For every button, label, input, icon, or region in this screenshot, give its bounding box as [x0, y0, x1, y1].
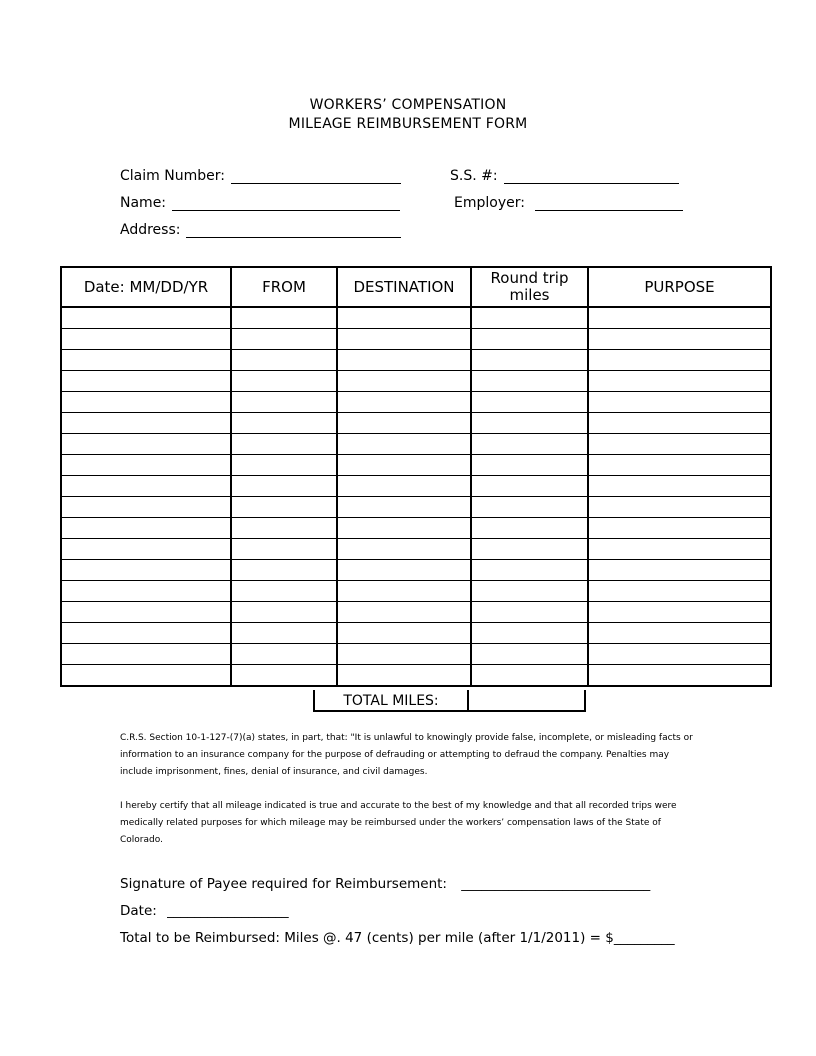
employer-field	[454, 195, 683, 211]
statute-notice: C.R.S. Section 10-1-127-(7)(a) states, in part, that: "It is unlawful to knowingly provide false, incomplete, or misleading facts or information to an insurance company for the purpose of defrauding or attempting to defraud the company. Penalties may include imprisonment, fines, denial of insurance, and civil damages.	[120, 733, 693, 777]
table-cell[interactable]	[61, 602, 231, 623]
table-cell[interactable]	[588, 581, 771, 602]
table-cell[interactable]	[471, 497, 588, 518]
table-cell[interactable]	[231, 392, 337, 413]
table-row	[61, 665, 771, 687]
table-cell[interactable]	[61, 665, 231, 687]
table-cell[interactable]	[337, 497, 471, 518]
table-cell[interactable]	[471, 476, 588, 497]
table-cell[interactable]	[231, 307, 337, 329]
header-date: Date: MM/DD/YR	[61, 267, 231, 307]
table-row	[61, 581, 771, 602]
employer-label: Employer:	[454, 195, 525, 211]
table-cell[interactable]	[231, 329, 337, 350]
employer-input-line[interactable]	[535, 196, 683, 211]
table-cell[interactable]	[337, 518, 471, 539]
total-miles-label: TOTAL MILES:	[313, 690, 469, 712]
table-cell[interactable]	[471, 644, 588, 665]
form-title-line2: MILEAGE REIMBURSEMENT FORM	[288, 116, 528, 132]
table-cell[interactable]	[231, 413, 337, 434]
table-cell[interactable]	[588, 413, 771, 434]
table-row	[61, 434, 771, 455]
table-cell[interactable]	[471, 518, 588, 539]
table-cell[interactable]	[471, 665, 588, 687]
table-cell[interactable]	[588, 560, 771, 581]
table-cell[interactable]	[471, 581, 588, 602]
address-label: Address:	[120, 222, 181, 238]
table-cell[interactable]	[588, 434, 771, 455]
claim-number-input-line[interactable]	[231, 169, 401, 184]
table-row	[61, 307, 771, 329]
form-title-line1: WORKERS’ COMPENSATION	[309, 97, 507, 113]
table-cell[interactable]	[337, 539, 471, 560]
table-cell[interactable]	[471, 434, 588, 455]
table-row	[61, 518, 771, 539]
table-cell[interactable]	[61, 539, 231, 560]
name-input-line[interactable]	[172, 196, 400, 211]
table-cell[interactable]	[588, 455, 771, 476]
table-cell[interactable]	[231, 644, 337, 665]
table-cell[interactable]	[61, 476, 231, 497]
header-round-trip-miles: Round trip miles	[471, 267, 588, 307]
table-cell[interactable]	[337, 371, 471, 392]
header-from: FROM	[231, 267, 337, 307]
ss-field	[450, 168, 679, 184]
table-cell[interactable]	[588, 329, 771, 350]
table-cell[interactable]	[471, 560, 588, 581]
table-body	[61, 307, 771, 686]
table-cell[interactable]	[61, 623, 231, 644]
table-cell[interactable]	[61, 455, 231, 476]
signature-label: Signature of Payee required for Reimbursement:	[120, 876, 447, 892]
table-cell[interactable]	[61, 497, 231, 518]
table-row	[61, 476, 771, 497]
table-cell[interactable]	[231, 350, 337, 371]
table-cell[interactable]	[588, 307, 771, 329]
table-cell[interactable]	[588, 371, 771, 392]
total-miles-cell[interactable]	[469, 690, 586, 712]
table-cell[interactable]	[588, 518, 771, 539]
ss-label: S.S. #:	[450, 168, 498, 184]
table-row	[61, 623, 771, 644]
table-cell[interactable]	[471, 455, 588, 476]
name-field	[120, 195, 400, 211]
table-cell[interactable]	[337, 413, 471, 434]
table-cell[interactable]	[231, 539, 337, 560]
table-cell[interactable]	[471, 539, 588, 560]
table-row	[61, 350, 771, 371]
table-cell[interactable]	[588, 497, 771, 518]
table-cell[interactable]	[337, 581, 471, 602]
header-purpose: PURPOSE	[588, 267, 771, 307]
table-cell[interactable]	[61, 413, 231, 434]
table-cell[interactable]	[471, 329, 588, 350]
table-row	[61, 560, 771, 581]
table-cell[interactable]	[588, 539, 771, 560]
signature-line	[120, 876, 650, 892]
table-cell[interactable]	[231, 497, 337, 518]
table-cell[interactable]	[231, 518, 337, 539]
table-cell[interactable]	[588, 623, 771, 644]
table-cell[interactable]	[337, 329, 471, 350]
table-cell[interactable]	[471, 392, 588, 413]
table-cell[interactable]	[231, 434, 337, 455]
table-cell[interactable]	[588, 350, 771, 371]
table-cell[interactable]	[588, 665, 771, 687]
table-cell[interactable]	[337, 392, 471, 413]
table-cell[interactable]	[588, 476, 771, 497]
table-row	[61, 371, 771, 392]
table-cell[interactable]	[337, 307, 471, 329]
table-cell[interactable]	[61, 329, 231, 350]
table-cell[interactable]	[588, 644, 771, 665]
table-cell[interactable]	[337, 644, 471, 665]
table-cell[interactable]	[61, 518, 231, 539]
table-cell[interactable]	[231, 602, 337, 623]
table-cell[interactable]	[337, 665, 471, 687]
date-label: Date:	[120, 903, 157, 919]
table-row	[61, 392, 771, 413]
table-cell[interactable]	[61, 307, 231, 329]
signature-blank[interactable]: ____________________________	[461, 876, 651, 892]
table-cell[interactable]	[231, 455, 337, 476]
total-reimbursed-line: Total to be Reimbursed: Miles @. 47 (cents) per mile (after 1/1/2011) = $_________	[120, 930, 675, 946]
table-cell[interactable]	[471, 413, 588, 434]
date-blank[interactable]: __________________	[167, 903, 289, 919]
address-field	[120, 222, 401, 238]
table-row	[61, 455, 771, 476]
mileage-log-table	[60, 266, 772, 687]
table-cell[interactable]	[471, 307, 588, 329]
table-row	[61, 539, 771, 560]
ss-input-line[interactable]	[504, 169, 679, 184]
name-label: Name:	[120, 195, 167, 211]
date-line	[120, 903, 289, 919]
table-cell[interactable]	[337, 455, 471, 476]
table-cell[interactable]	[231, 665, 337, 687]
table-cell[interactable]	[231, 581, 337, 602]
table-cell[interactable]	[337, 476, 471, 497]
table-row	[61, 497, 771, 518]
table-cell[interactable]	[471, 371, 588, 392]
table-cell[interactable]	[61, 560, 231, 581]
table-cell[interactable]	[337, 560, 471, 581]
table-cell[interactable]	[337, 434, 471, 455]
table-cell[interactable]	[471, 623, 588, 644]
table-row	[61, 602, 771, 623]
table-header-row	[61, 267, 771, 307]
header-destination: DESTINATION	[337, 267, 471, 307]
table-cell[interactable]	[61, 392, 231, 413]
table-cell[interactable]	[61, 371, 231, 392]
table-cell[interactable]	[231, 371, 337, 392]
table-cell[interactable]	[337, 623, 471, 644]
claim-number-field	[120, 168, 401, 184]
table-cell[interactable]	[61, 434, 231, 455]
table-cell[interactable]	[588, 602, 771, 623]
table-cell[interactable]	[231, 560, 337, 581]
table-cell[interactable]	[337, 602, 471, 623]
table-cell[interactable]	[337, 350, 471, 371]
table-row	[61, 644, 771, 665]
table-cell[interactable]	[588, 392, 771, 413]
table-cell[interactable]	[61, 644, 231, 665]
claim-number-label: Claim Number:	[120, 168, 225, 184]
total-miles-row	[313, 690, 586, 712]
address-input-line[interactable]	[186, 223, 401, 238]
table-cell[interactable]	[231, 623, 337, 644]
table-cell[interactable]	[231, 476, 337, 497]
table-cell[interactable]	[471, 350, 588, 371]
table-row	[61, 413, 771, 434]
table-cell[interactable]	[471, 602, 588, 623]
table-cell[interactable]	[61, 581, 231, 602]
table-cell[interactable]	[61, 350, 231, 371]
table-row	[61, 329, 771, 350]
certification-text: I hereby certify that all mileage indicated is true and accurate to the best of my knowledge and that all recorded trips were medically related purposes for which mileage may be reimbursed under the workers’ compensation laws of the State of Colorado.	[120, 801, 677, 845]
